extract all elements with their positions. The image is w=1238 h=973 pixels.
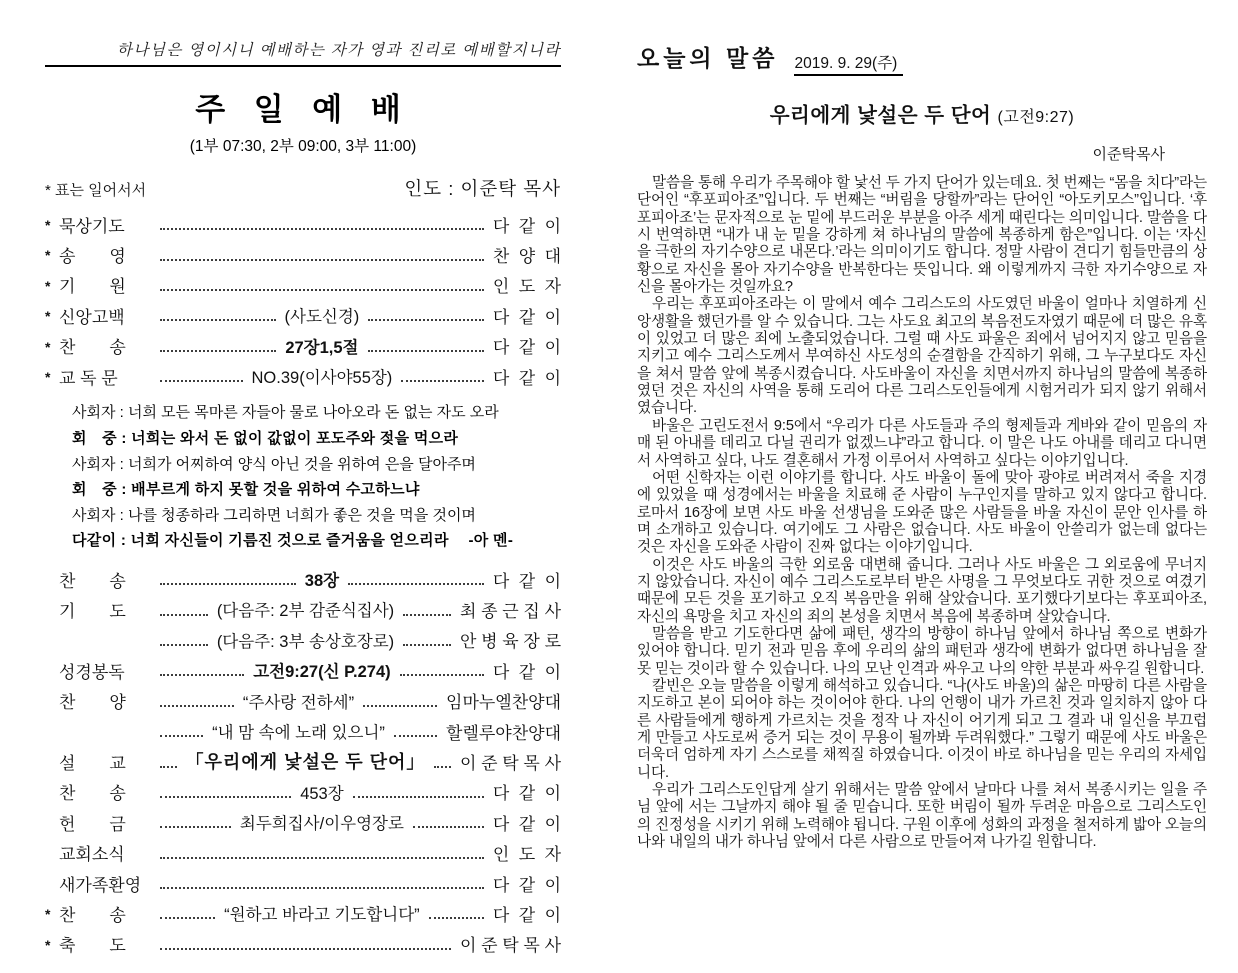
- sermon-paragraph: 바울은 고린도전서 9:5에서 “우리가 다른 사도들과 주의 형제들과 게바와 같이 믿음의 자매 된 아내를 데리고 다닐 권리가 없겠느냐”라고 합니다. 이 말은 나도 아내를 데리고 다니면서 사역하고 싶다, 나도 결혼해서 가정 이루어서 사역하고 싶다는 이야기입니다.: [637, 417, 1207, 469]
- worship-leader: 인도 : 이준탁 목사: [404, 178, 561, 199]
- sermon-title-line: [637, 98, 1207, 128]
- order-assignee: 임마누엘찬양대: [446, 693, 561, 713]
- stand-asterisk: *: [45, 936, 51, 953]
- order-label: 찬 송: [59, 338, 126, 358]
- dotted-leader: [429, 907, 484, 919]
- sermon-paragraph: 어떤 신학자는 이런 이야기를 합니다. 사도 바울이 돌에 맞아 광야로 버려져서 죽을 지경에 있었을 때 성경에서는 바울을 치료해 준 사람이 누구인지를 말하고 있지 않다고 합니다. 로마서 16장에 보면 사도 바울 선생님을 도와준 많은 사람들을 바울 자신이 문안 인사를 하며 소개하고 있습니다. 여기에도 그 사람은 없습니다. 사도 바울이 안쓸리가 없는데 없다는 것은 자신을 도와준 사람이 진짜 없다는 이야기입니다.: [637, 469, 1207, 556]
- dotted-leader: [160, 279, 484, 291]
- dotted-leader: [394, 725, 437, 737]
- reading-line: 회 중 : 너희는 와서 돈 없이 값없이 포도주와 젖을 먹으라: [72, 429, 459, 447]
- dotted-leader: [401, 370, 484, 382]
- section-title: 오늘의 말씀: [637, 45, 779, 71]
- order-label: 찬 양: [59, 693, 126, 713]
- order-detail: 453장: [300, 784, 344, 803]
- order-detail: 최두희집사/이우영장로: [239, 815, 404, 834]
- order-assignee: 다 같 이: [492, 905, 562, 925]
- dotted-leader: [160, 816, 231, 828]
- sermon-column: [637, 40, 1207, 851]
- stand-asterisk: *: [45, 338, 51, 355]
- stand-asterisk: *: [45, 368, 51, 385]
- order-label: 교회소식: [59, 845, 125, 865]
- dotted-leader: [368, 340, 484, 352]
- stand-asterisk: *: [45, 247, 51, 264]
- order-detail: (다음주: 3부 송상호장로): [216, 632, 395, 651]
- order-detail: 고전9:27(신 P.274): [253, 663, 391, 682]
- dotted-leader: [160, 847, 484, 859]
- sermon-paragraph: 말씀을 받고 기도한다면 삶에 패턴, 생각의 방향이 하나님 앞에서 하나님 쪽으로 변화가 있어야 합니다. 믿기 전과 믿음 후에 우리의 삶의 패턴과 생각에 변화가 없다면 하나님을 잘못 믿는 것이라 할 수 있습니다. 나의 모난 인격과 싸우고 나의 약한 부분과 싸우길 원합니다.: [637, 625, 1207, 677]
- preacher-name: 이준탁목사: [1092, 146, 1165, 163]
- order-label: 신앙고백: [59, 307, 125, 327]
- scripture-motto: 하나님은 영이시니 예배하는 자가 영과 진리로 예배할지니라: [116, 42, 561, 59]
- order-row: [45, 361, 561, 391]
- order-detail: NO.39(이사야55장): [251, 369, 393, 388]
- sermon-paragraph: 우리가 그리스도인답게 살기 위해서는 말씀 앞에서 날마다 나를 쳐서 복종시키는 일을 주님 앞에 서는 그날까지 해야 될 줄 믿습니다. 또한 버림이 될까 두려운 마음으로 그리스도인의 진정성을 시키기 위해 노력해야 됩니다. 구원 이후에 성화의 과정을 철저하게 밟아 오늘의 나와 내일의 내가 하나님 앞에서 다른 사람으로 만들어져 나가길 원합니다.: [637, 782, 1207, 851]
- order-label: 축 도: [59, 936, 126, 956]
- order-row: [45, 594, 561, 624]
- order-label: 찬 송: [59, 784, 126, 804]
- order-label: 헌 금: [59, 814, 126, 834]
- order-assignee: 다 같 이: [492, 814, 561, 834]
- worship-order-column: [45, 38, 561, 959]
- service-date: 2019. 9. 29(주): [794, 55, 903, 76]
- order-assignee: 인 도 자: [492, 845, 561, 865]
- order-detail: 38장: [304, 572, 340, 591]
- sermon-body: [637, 175, 1207, 851]
- order-row: [45, 868, 561, 898]
- dotted-leader: [353, 786, 484, 798]
- dotted-leader: [434, 755, 451, 767]
- order-row: [45, 685, 561, 715]
- order-detail: (사도신경): [284, 308, 360, 327]
- sermon-paragraph: 이것은 사도 바울의 극한 외로움 대변해 줍니다. 그러나 사도 바울은 그 외로움에 무너지지 않았습니다. 자신이 예수 그리스도로부터 받은 사명을 그 무엇보다도 귀한 것으로 여겼기 때문에 모든 것을 포기하고 오직 복음만을 위해 살았습니다. 포기했다기보다는 후포피아조, 자신의 욕망을 치고 자신의 죄의 본성을 치면서 복음에 복종하며 살았습니다.: [637, 556, 1207, 625]
- sermon-paragraph: 칼빈은 오늘 말씀을 이렇게 해석하고 있습니다. “나(사도 바울)의 삶은 마땅히 다른 사람을 지도하고 본이 되어야 하는 것이어야 한다. 나의 언행이 내가 가르친 것과 일치하지 않아 다른 사람들에게 행하게 가르치는 것을 정작 나 자신이 어기게 되고 그 결과 내 일신을 부끄럽게 만들고 사도로써 증거 되는 것이 무용이 될까봐 두려워했다.” 그렇기 때문에 사도 바울은 더욱더 엄하게 자기 스스로를 채찍질 하였습니다. 이것이 바로 하나님을 믿는 우리의 자세입니다.: [637, 677, 1207, 781]
- order-assignee: 다 같 이: [492, 662, 561, 682]
- stand-asterisk: *: [45, 277, 51, 294]
- order-row: [45, 655, 561, 685]
- order-assignee: 다 같 이: [492, 784, 562, 804]
- stand-note: * 표는 일어서서: [45, 182, 147, 199]
- order-label: 찬 송: [59, 571, 126, 591]
- dotted-leader: [160, 309, 276, 321]
- dotted-leader: [363, 695, 437, 707]
- order-assignee: 다 같 이: [492, 307, 562, 327]
- order-row: [45, 239, 561, 269]
- order-label: 설 교: [59, 753, 126, 773]
- dotted-leader: [160, 370, 243, 382]
- order-row: [45, 807, 561, 837]
- dotted-leader: [160, 725, 203, 737]
- order-row: [45, 564, 561, 594]
- order-label: 찬 송: [59, 905, 126, 925]
- order-assignee: 다 같 이: [492, 571, 561, 591]
- order-assignee: 다 같 이: [492, 875, 561, 895]
- dotted-leader: [413, 816, 484, 828]
- stand-asterisk: *: [45, 906, 51, 923]
- dotted-leader: [160, 340, 276, 352]
- order-assignee: 다 같 이: [492, 338, 561, 358]
- dotted-leader: [403, 634, 451, 646]
- dotted-leader: [368, 309, 484, 321]
- dotted-leader: [160, 877, 484, 889]
- order-row: [45, 929, 561, 959]
- dotted-leader: [403, 603, 451, 615]
- order-label: 송 영: [59, 247, 126, 267]
- order-detail: 27장1,5절: [285, 338, 359, 357]
- dotted-leader: [348, 573, 484, 585]
- order-row: [45, 300, 561, 330]
- order-label: 새가족환영: [59, 875, 142, 895]
- order-assignee: 다 같 이: [492, 368, 561, 388]
- order-row: [45, 209, 561, 239]
- order-detail: “내 맘 속에 노래 있으니”: [212, 724, 385, 743]
- sermon-title-entry: 「우리에게 낯설은 두 단어」: [185, 752, 426, 773]
- reading-line: 다같이 : 너희 자신들이 기름진 것으로 즐거움을 얻으리라 -아 멘-: [72, 532, 514, 550]
- stand-asterisk: *: [45, 217, 51, 233]
- order-detail: (다음주: 2부 감준식집사): [216, 602, 395, 621]
- dotted-leader: [160, 573, 296, 585]
- reading-line: 사회자 : 너희가 어찌하여 양식 아닌 것을 위하여 은을 달아주며: [72, 455, 476, 473]
- dotted-leader: [160, 695, 234, 707]
- dotted-leader: [160, 755, 177, 767]
- page-title: 주 일 예 배: [195, 92, 411, 127]
- order-row: [45, 625, 561, 655]
- sermon-title: 우리에게 낯설은 두 단어: [769, 104, 992, 127]
- dotted-leader: [160, 907, 215, 919]
- order-label: 성경봉독: [59, 662, 125, 682]
- reading-line: 회 중 : 배부르게 하지 못할 것을 위하여 수고하느냐: [72, 481, 420, 499]
- order-label: 묵상기도: [59, 216, 125, 236]
- reading-line: 사회자 : 나를 청종하라 그리하면 너희가 좋은 것을 먹을 것이며: [72, 506, 476, 524]
- order-assignee: 안 병 육 장 로: [460, 632, 562, 652]
- order-assignee: 최 종 근 집 사: [460, 601, 562, 621]
- order-row: [45, 837, 561, 867]
- dotted-leader: [160, 248, 484, 260]
- order-row: [45, 777, 561, 807]
- order-detail: “원하고 바라고 기도합니다”: [224, 906, 420, 925]
- order-label: 기 원: [59, 277, 126, 297]
- order-row: [45, 716, 561, 746]
- order-row: [45, 331, 561, 361]
- order-assignee: 이 준 탁 목 사: [459, 936, 561, 956]
- order-label: 기 도: [59, 601, 126, 621]
- order-row: [45, 270, 561, 300]
- reading-line: 사회자 : 너희 모든 목마른 자들아 물로 나아오라 돈 없는 자도 오라: [72, 404, 499, 422]
- order-row-sermon: [45, 746, 561, 776]
- sermon-header: [637, 40, 1207, 73]
- order-detail: “주사랑 전하세”: [242, 693, 355, 712]
- dotted-leader: [160, 664, 244, 676]
- stand-asterisk: *: [45, 308, 51, 325]
- order-assignee: 할렐루야찬양대: [446, 723, 561, 743]
- sermon-paragraph: 우리는 후포피아조라는 이 말에서 예수 그리스도의 사도였던 바울이 얼마나 치열하게 신앙생활을 했던가를 알 수 있습니다. 그는 사도요 최고의 복음전도자였기 때문에 더 많은 유혹이 있었고 더 많은 죄에 노출되었습니다. 그럴 때 사도 파울은 죄에서 넘어지지 않고 믿음을 지키고 예수 그리스도께서 부여하신 사도성의 순결함을 간직하기 위해, 그 누구보다도 자신을 쳐서 말씀 앞에 복종시켰습니다. 사도바울이 자신을 치면서까지 하나님의 말씀에 복종하였던 것은 자신의 사역을 통해 도리어 다른 그리스도인들에게 시험거리가 되지 않기 위해서였습니다.: [637, 296, 1207, 417]
- header-rule: [794, 51, 1207, 73]
- dotted-leader: [400, 664, 484, 676]
- order-label: 교 독 문: [59, 368, 118, 388]
- motto-rule: [45, 38, 561, 67]
- note-row: [45, 175, 561, 201]
- sermon-paragraph: 말씀을 통해 우리가 주목해야 할 낯선 두 가지 단어가 있는데요. 첫 번째는 “몸을 치다”라는 단어인 “후포피아조”입니다. 두 번째는 “버림을 당할까”라는 단어인 “아도키모스”입니다. ‘후포피아조’는 문자적으로 눈 밑에 부드러운 부분을 아주 세게 때린다는 의미입니다. 말씀을 다시 번역하면 “내가 내 눈 밑을 강하게 쳐 하나님의 말씀에 복종하게 함은”입니다. 이는 ‘자신을 극한의 자기수양으로 내몬다.’라는 의미이기도 합니다. 정말 사람이 견디기 힘들만큼의 상황으로 자신을 몰아 자기수양을 반복한다는 뜻입니다. 왜 이렇게까지 극한 자기수양으로 자신을 몰아가는 것일까요?: [637, 175, 1207, 296]
- dotted-leader: [160, 634, 208, 646]
- service-times: (1부 07:30, 2부 09:00, 3부 11:00): [189, 138, 417, 155]
- order-row: [45, 898, 561, 928]
- order-assignee: 다 같 이: [492, 216, 561, 236]
- order-assignee: 인 도 자: [492, 277, 561, 297]
- sermon-scripture-ref: (고전9:27): [997, 109, 1075, 126]
- dotted-leader: [160, 603, 208, 615]
- order-assignee: 찬 양 대: [492, 247, 561, 267]
- dotted-leader: [160, 938, 451, 950]
- responsive-reading: [72, 400, 561, 554]
- order-assignee: 이 준 탁 목 사: [459, 753, 561, 773]
- dotted-leader: [160, 218, 484, 230]
- dotted-leader: [160, 786, 291, 798]
